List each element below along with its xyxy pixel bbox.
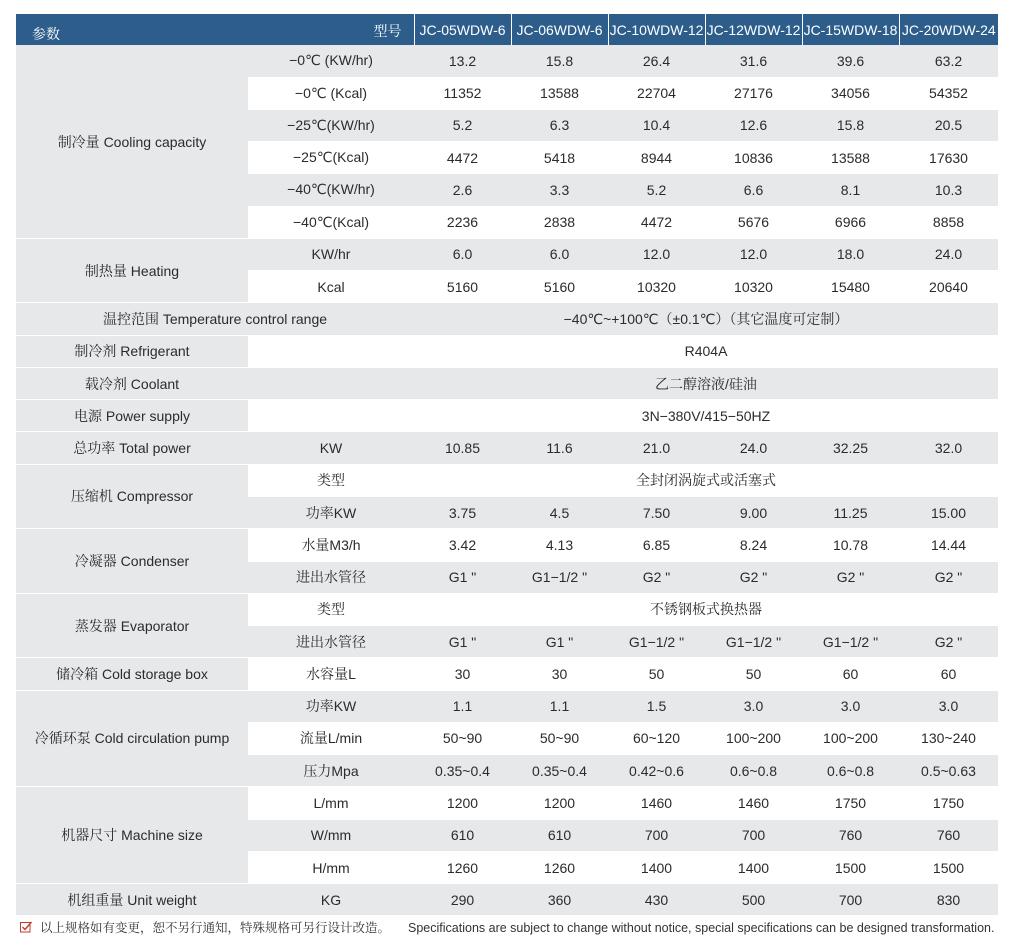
row-sub-label: 进出水管径	[248, 626, 414, 658]
row-sub-label: 类型	[248, 464, 414, 496]
value-cell: 32.25	[802, 432, 899, 464]
value-cell: 0.5~0.63	[899, 755, 998, 787]
row-sub-label: Kcal	[248, 271, 414, 303]
model-header: JC-15WDW-18	[802, 14, 899, 45]
value-cell: 610	[511, 819, 608, 851]
value-cell: G1−1/2 "	[705, 626, 802, 658]
value-cell: 60	[802, 658, 899, 690]
value-cell: 39.6	[802, 45, 899, 77]
table-row	[16, 238, 998, 270]
value-cell: 4.5	[511, 496, 608, 528]
row-sub-label	[248, 335, 414, 367]
spanned-value-cell: 乙二醇溶液/硅油	[414, 367, 998, 399]
value-cell: 11.25	[802, 496, 899, 528]
footnote	[20, 918, 1010, 936]
param-model-header	[16, 14, 414, 45]
value-cell: 3.3	[511, 174, 608, 206]
value-cell: 10.3	[899, 174, 998, 206]
value-cell: 1.5	[608, 690, 705, 722]
value-cell: 1460	[608, 787, 705, 819]
row-sub-label: 类型	[248, 593, 414, 625]
value-cell: 1.1	[414, 690, 511, 722]
value-cell: 6.85	[608, 529, 705, 561]
value-cell: 5.2	[414, 109, 511, 141]
value-cell: 12.0	[608, 238, 705, 270]
row-group-label: 载冷剂 Coolant	[16, 367, 248, 399]
row-sub-label: 水容量L	[248, 658, 414, 690]
row-sub-label: −40℃(Kcal)	[248, 206, 414, 238]
value-cell: 1200	[511, 787, 608, 819]
row-sub-label: 进出水管径	[248, 561, 414, 593]
value-cell: 7.50	[608, 496, 705, 528]
spec-table	[16, 14, 998, 916]
value-cell: 1400	[705, 851, 802, 883]
value-cell: 500	[705, 884, 802, 916]
row-group-label: 蒸发器 Evaporator	[16, 593, 248, 658]
row-sub-label: −40℃(KW/hr)	[248, 174, 414, 206]
value-cell: 3.42	[414, 529, 511, 561]
row-sub-label: KW/hr	[248, 238, 414, 270]
value-cell: 1750	[802, 787, 899, 819]
value-cell: 11.6	[511, 432, 608, 464]
value-cell: 1400	[608, 851, 705, 883]
value-cell: G1 "	[414, 626, 511, 658]
model-header-label: 型号	[373, 23, 402, 39]
value-cell: 50	[608, 658, 705, 690]
row-sub-label: W/mm	[248, 819, 414, 851]
value-cell: 1200	[414, 787, 511, 819]
row-group-label: 制冷量 Cooling capacity	[16, 45, 248, 238]
value-cell: 1460	[705, 787, 802, 819]
value-cell: 5418	[511, 142, 608, 174]
value-cell: 14.44	[899, 529, 998, 561]
value-cell: 15.00	[899, 496, 998, 528]
value-cell: 11352	[414, 77, 511, 109]
value-cell: 8944	[608, 142, 705, 174]
value-cell: 32.0	[899, 432, 998, 464]
table-body	[16, 45, 998, 916]
value-cell: 10.4	[608, 109, 705, 141]
table-row	[16, 367, 998, 399]
value-cell: 1500	[802, 851, 899, 883]
spanned-value-cell: R404A	[414, 335, 998, 367]
footnote-cn: 以上规格如有变更，恕不另行通知，特殊规格可另行设计改造。	[40, 921, 391, 935]
table-row	[16, 690, 998, 722]
row-sub-label: KW	[248, 432, 414, 464]
value-cell: 13588	[511, 77, 608, 109]
value-cell: 12.6	[705, 109, 802, 141]
value-cell: 27176	[705, 77, 802, 109]
table-row	[16, 45, 998, 77]
model-header: JC-06WDW-6	[511, 14, 608, 45]
value-cell: 1.1	[511, 690, 608, 722]
value-cell: 5676	[705, 206, 802, 238]
value-cell: 15480	[802, 271, 899, 303]
value-cell: G1−1/2 "	[802, 626, 899, 658]
value-cell: 4472	[414, 142, 511, 174]
row-sub-label: −25℃(Kcal)	[248, 142, 414, 174]
value-cell: 10320	[705, 271, 802, 303]
value-cell: 34056	[802, 77, 899, 109]
value-cell: 760	[899, 819, 998, 851]
value-cell: G1 "	[511, 626, 608, 658]
value-cell: 26.4	[608, 45, 705, 77]
footnote-en: Specifications are subject to change without notice, special specifications can be designed transformation.	[408, 921, 995, 935]
value-cell: 13588	[802, 142, 899, 174]
value-cell: 13.2	[414, 45, 511, 77]
value-cell: 20640	[899, 271, 998, 303]
row-group-label: 冷凝器 Condenser	[16, 529, 248, 594]
value-cell: 50	[705, 658, 802, 690]
value-cell: 10836	[705, 142, 802, 174]
row-sub-label	[248, 367, 414, 399]
value-cell: 15.8	[802, 109, 899, 141]
value-cell: 10320	[608, 271, 705, 303]
value-cell: 5.2	[608, 174, 705, 206]
table-row	[16, 335, 998, 367]
value-cell: 8858	[899, 206, 998, 238]
value-cell: 5160	[414, 271, 511, 303]
table-row	[16, 787, 998, 819]
value-cell: 6966	[802, 206, 899, 238]
value-cell: 10.85	[414, 432, 511, 464]
value-cell: 6.0	[511, 238, 608, 270]
table-row	[16, 432, 998, 464]
spanned-value-cell: 不锈钢板式换热器	[414, 593, 998, 625]
value-cell: 22704	[608, 77, 705, 109]
spanned-value-cell: −40℃~+100℃（±0.1℃）（其它温度可定制）	[414, 303, 998, 335]
value-cell: 63.2	[899, 45, 998, 77]
value-cell: 50~90	[511, 722, 608, 754]
table-row	[16, 464, 998, 496]
row-sub-label	[248, 400, 414, 432]
value-cell: 100~200	[705, 722, 802, 754]
value-cell: 5160	[511, 271, 608, 303]
value-cell: G2 "	[705, 561, 802, 593]
value-cell: G1 "	[414, 561, 511, 593]
value-cell: 3.0	[705, 690, 802, 722]
row-group-label: 压缩机 Compressor	[16, 464, 248, 529]
value-cell: 430	[608, 884, 705, 916]
value-cell: 130~240	[899, 722, 998, 754]
value-cell: 1500	[899, 851, 998, 883]
model-header: JC-20WDW-24	[899, 14, 998, 45]
value-cell: 2.6	[414, 174, 511, 206]
table-row	[16, 884, 998, 916]
row-sub-label: KG	[248, 884, 414, 916]
table-row	[16, 303, 998, 335]
model-header: JC-10WDW-12	[608, 14, 705, 45]
row-sub-label: −0℃ (Kcal)	[248, 77, 414, 109]
value-cell: 0.35~0.4	[414, 755, 511, 787]
row-group-label: 机器尺寸 Machine size	[16, 787, 248, 884]
spec-table-container	[16, 14, 998, 916]
value-cell: 8.1	[802, 174, 899, 206]
param-header-label: 参数	[32, 26, 60, 42]
row-group-label: 机组重量 Unit weight	[16, 884, 248, 916]
value-cell: G1−1/2 "	[608, 626, 705, 658]
value-cell: 3.0	[802, 690, 899, 722]
value-cell: 360	[511, 884, 608, 916]
value-cell: 6.6	[705, 174, 802, 206]
row-group-label: 电源 Power supply	[16, 400, 248, 432]
value-cell: 6.3	[511, 109, 608, 141]
value-cell: 2838	[511, 206, 608, 238]
row-sub-label: −0℃ (KW/hr)	[248, 45, 414, 77]
row-group-label: 总功率 Total power	[16, 432, 248, 464]
value-cell: 0.6~0.8	[802, 755, 899, 787]
value-cell: 830	[899, 884, 998, 916]
row-sub-label: 水量M3/h	[248, 529, 414, 561]
row-sub-label: H/mm	[248, 851, 414, 883]
value-cell: 9.00	[705, 496, 802, 528]
spanned-value-cell: 全封闭涡旋式或活塞式	[414, 464, 998, 496]
value-cell: 3.75	[414, 496, 511, 528]
value-cell: 8.24	[705, 529, 802, 561]
row-group-label: 冷循环泵 Cold circulation pump	[16, 690, 248, 787]
value-cell: 20.5	[899, 109, 998, 141]
table-row	[16, 400, 998, 432]
value-cell: 60	[899, 658, 998, 690]
row-group-label: 制冷剂 Refrigerant	[16, 335, 248, 367]
value-cell: 1750	[899, 787, 998, 819]
value-cell: 15.8	[511, 45, 608, 77]
value-cell: G1−1/2 "	[511, 561, 608, 593]
value-cell: 700	[608, 819, 705, 851]
value-cell: 0.6~0.8	[705, 755, 802, 787]
value-cell: 100~200	[802, 722, 899, 754]
table-row	[16, 658, 998, 690]
row-group-label: 温控范围 Temperature control range	[16, 303, 414, 335]
row-sub-label: 流量L/min	[248, 722, 414, 754]
model-header: JC-12WDW-12	[705, 14, 802, 45]
value-cell: 54352	[899, 77, 998, 109]
value-cell: 1260	[511, 851, 608, 883]
value-cell: 290	[414, 884, 511, 916]
value-cell: G2 "	[802, 561, 899, 593]
row-sub-label: L/mm	[248, 787, 414, 819]
value-cell: 6.0	[414, 238, 511, 270]
row-group-label: 制热量 Heating	[16, 238, 248, 303]
value-cell: G2 "	[899, 561, 998, 593]
row-sub-label: 功率KW	[248, 496, 414, 528]
value-cell: 700	[802, 884, 899, 916]
row-sub-label: −25℃(KW/hr)	[248, 109, 414, 141]
value-cell: 1260	[414, 851, 511, 883]
row-group-label: 储冷箱 Cold storage box	[16, 658, 248, 690]
value-cell: 4.13	[511, 529, 608, 561]
value-cell: 50~90	[414, 722, 511, 754]
value-cell: 60~120	[608, 722, 705, 754]
value-cell: 0.42~0.6	[608, 755, 705, 787]
value-cell: 10.78	[802, 529, 899, 561]
model-header: JC-05WDW-6	[414, 14, 511, 45]
value-cell: 30	[511, 658, 608, 690]
value-cell: 12.0	[705, 238, 802, 270]
table-row	[16, 593, 998, 625]
checkbox-icon	[20, 921, 32, 933]
value-cell: 4472	[608, 206, 705, 238]
table-header	[16, 14, 998, 45]
value-cell: 3.0	[899, 690, 998, 722]
value-cell: G2 "	[608, 561, 705, 593]
value-cell: 760	[802, 819, 899, 851]
value-cell: 18.0	[802, 238, 899, 270]
value-cell: 700	[705, 819, 802, 851]
value-cell: 2236	[414, 206, 511, 238]
value-cell: G2 "	[899, 626, 998, 658]
value-cell: 24.0	[705, 432, 802, 464]
value-cell: 17630	[899, 142, 998, 174]
value-cell: 31.6	[705, 45, 802, 77]
table-row	[16, 529, 998, 561]
value-cell: 24.0	[899, 238, 998, 270]
value-cell: 21.0	[608, 432, 705, 464]
value-cell: 30	[414, 658, 511, 690]
row-sub-label: 功率KW	[248, 690, 414, 722]
row-sub-label: 压力Mpa	[248, 755, 414, 787]
value-cell: 610	[414, 819, 511, 851]
spanned-value-cell: 3N−380V/415−50HZ	[414, 400, 998, 432]
value-cell: 0.35~0.4	[511, 755, 608, 787]
